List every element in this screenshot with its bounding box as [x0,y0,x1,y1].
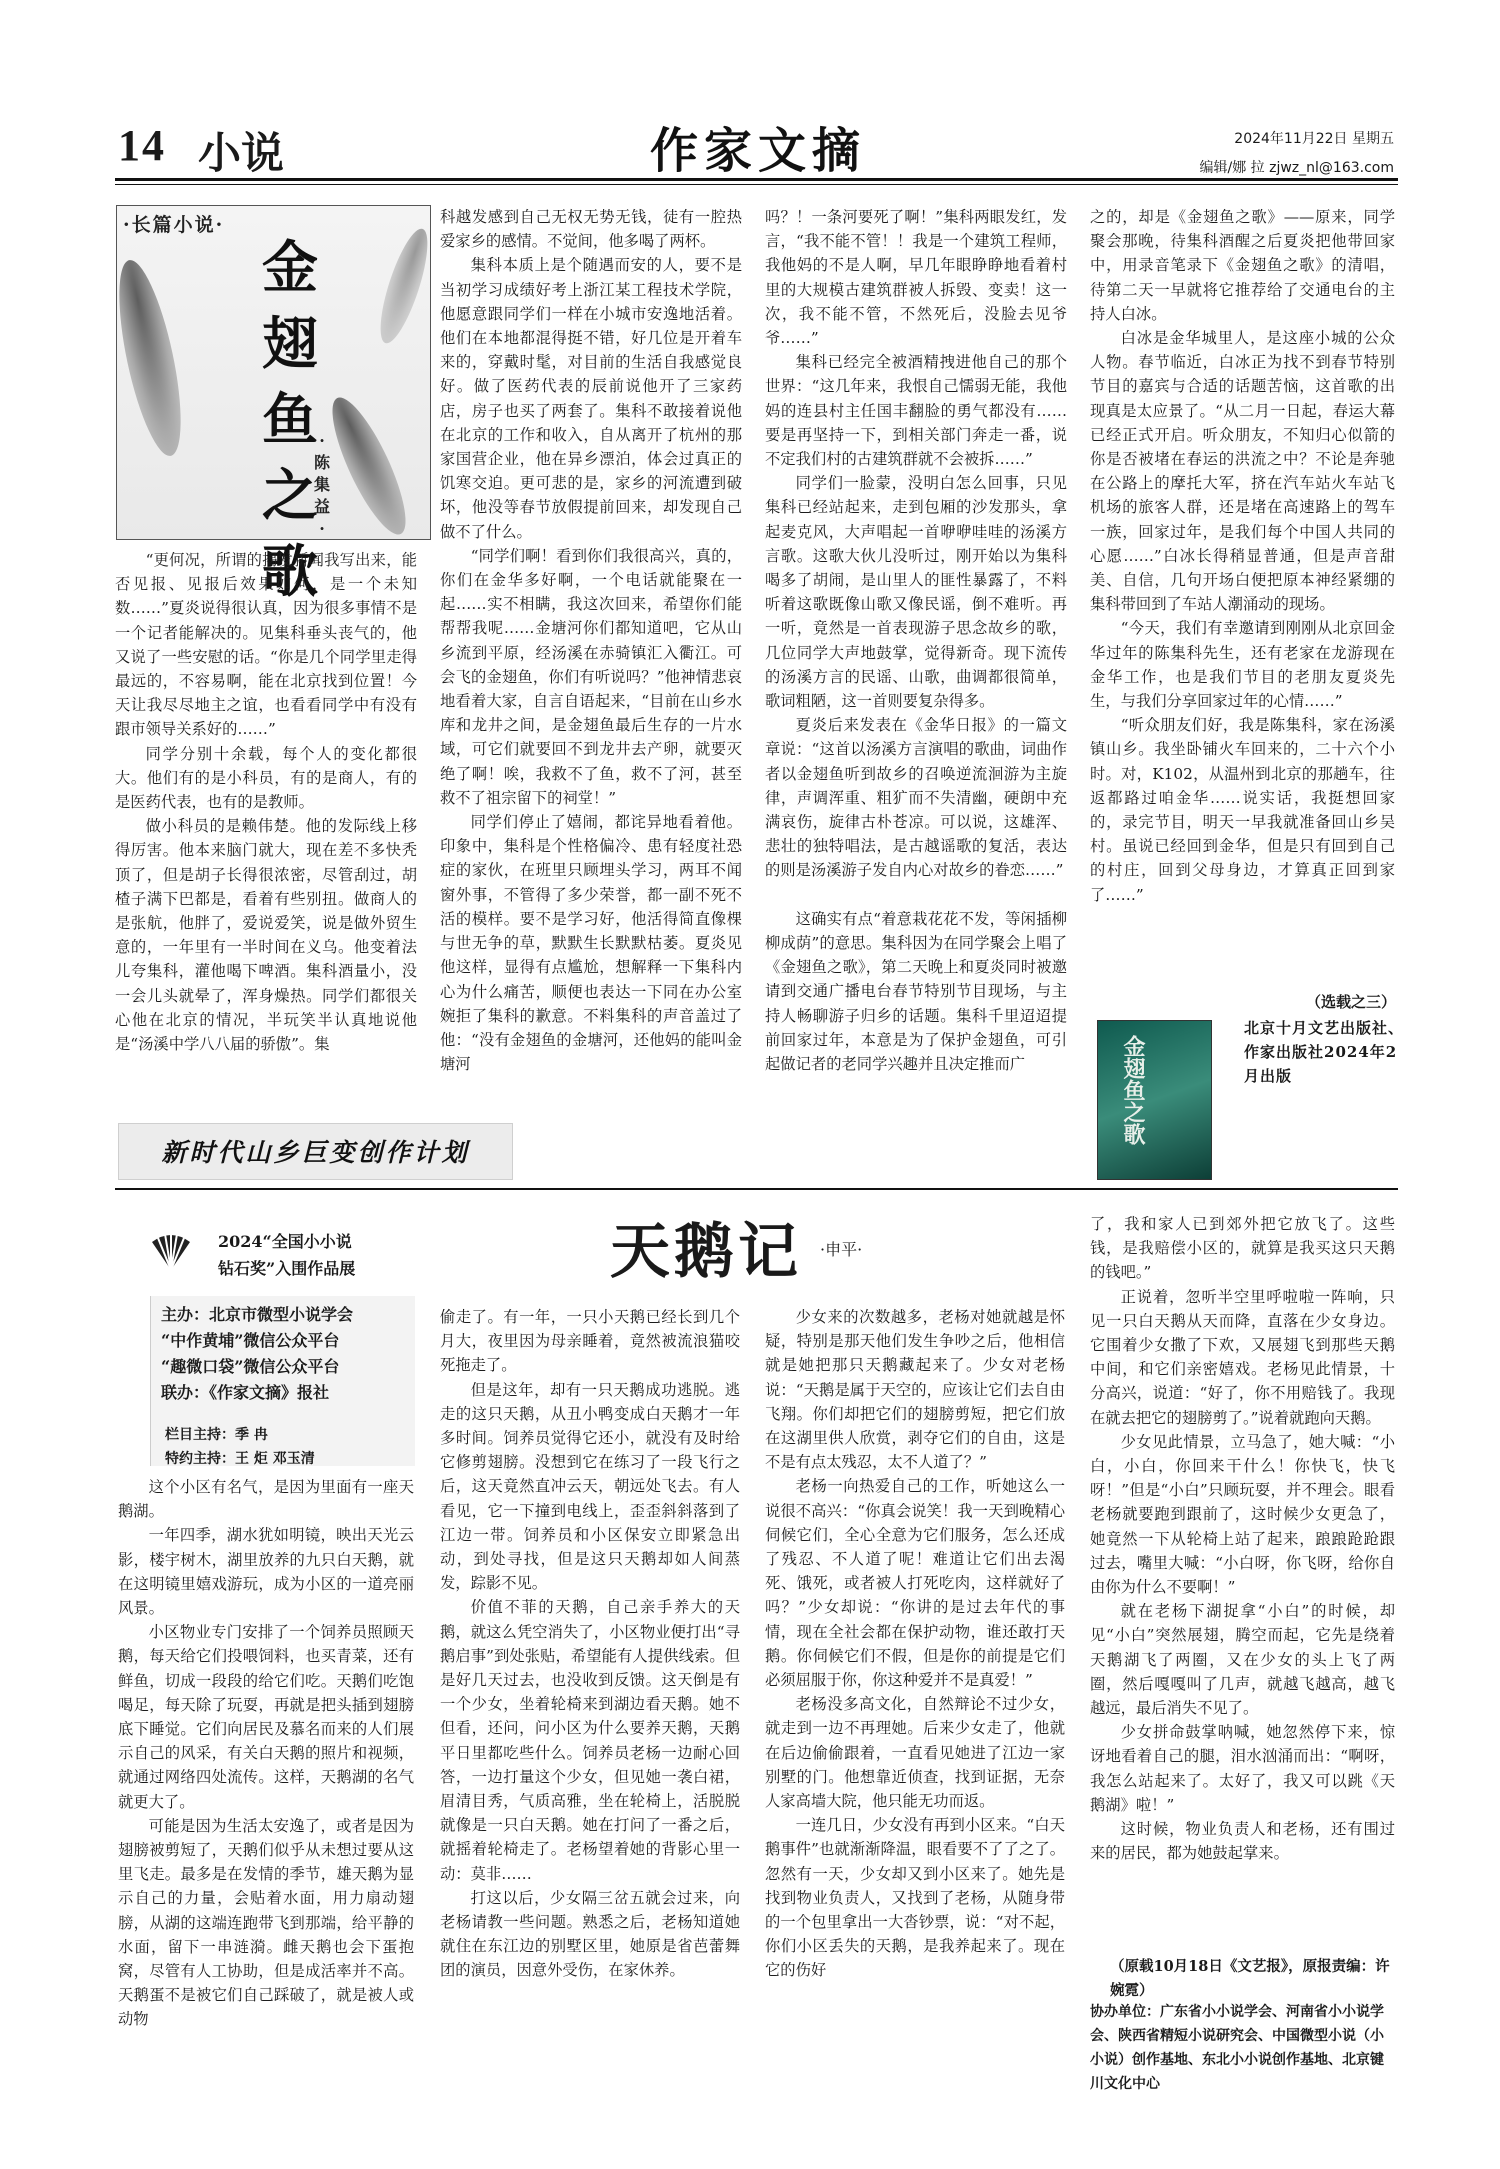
story-title: 天鹅记 [610,1217,802,1287]
paragraph: 但是这年，却有一只天鹅成功逃脱。逃走的这只天鹅，从丑小鸭变成白天鹅才一年多时间。饲养员觉得它还小，就没有及时给它修剪翅膀。没想到它在练习了一段飞行之后，这天竟然直冲云天，朝远处飞去。有人看见，它一下撞到电线上，歪歪斜斜落到了江边一带。饲养员和小区保安立即紧急出动，到处寻找，但是这只天鹅却如人间蒸发，踪影不见。 [440,1380,740,1593]
novel-column-3 [765,205,1067,1185]
page-number: 14 [118,121,166,170]
paragraph: 了，我和家人已到郊外把它放飞了。这些钱，是我赔偿小区的，就算是我买这只天鹅的钱吧。” [1090,1215,1395,1282]
paragraph: 偷走了。有一年，一只小天鹅已经长到几个月大，夜里因为母亲睡着，竟然被流浪猫咬死拖走了。 [440,1308,740,1375]
feature-banner: 新时代山乡巨变创作计划 [118,1123,513,1180]
sponsor-line: 联办：《作家文摘》报社 [161,1383,330,1402]
paragraph: 集科本质上是个随遇而安的人，要不是当初学习成绩好考上浙江某工程技术学院，他愿意跟同学们一样在小城市安逸地活着。他们在本地都混得挺不错，好几位是开着车来的，穿戴时髦，对目前的生活自我感觉良好。做了医药代表的辰前说他开了三家药店，房子也买了两套了。集科不敢接着说他在北京的工作和收入，自从离开了杭州的那家国营企业，他在异乡漂泊，体会过真正的饥寒交迫。更可悲的是，家乡的河流遭到破坏，他没等春节放假提前回来，却发现自己做不了什么。 [440,256,742,541]
editor-contact: 编辑/娜 拉 zjwz_nl@163.com [1199,160,1394,176]
paragraph: 一连几日，少女没有再到小区来。“白天鹅事件”也就渐渐降温，眼看要不了了之了。忽然有一天，少女却又到小区来了。她先是找到物业负责人，又找到了老杨，从随身带的一个包里拿出一大沓钞票，说：“对不起，你们小区丢失的天鹅，是我养起来了。现在它的伤好 [765,1816,1065,1980]
paragraph: 这时候，物业负责人和老杨，还有围过来的居民，都为她鼓起掌来。 [1090,1820,1395,1863]
sponsor-line: “中作黄埔”微信公众平台 [161,1331,340,1350]
paragraph: 同学分别十余载，每个人的变化都很大。他们有的是小科员，有的是商人，有的是医药代表，也有的是教师。 [115,744,417,812]
paragraph: 少女来的次数越多，老杨对她就越是怀疑，特别是那天他们发生争吵之后，他相信就是她把那只天鹅藏起来了。少女对老杨说：“天鹅是属于天空的，应该让它们去自由飞翔。你们却把它们的翅膀剪短，把它们放在这湖里供人欣赏，剥夺它们的自由，这是不是有点太残忍，太不人道了？” [765,1308,1065,1472]
paragraph: 一年四季，湖水犹如明镜，映出天光云影，楼宇树木，湖里放养的九只白天鹅，就在这明镜里嬉戏游玩，成为小区的一道亮丽风景。 [118,1526,414,1618]
paragraph: 夏炎后来发表在《金华日报》的一篇文章说：“这首以汤溪方言演唱的歌曲，词曲作者以金翅鱼听到故乡的召唤逆流洄游为主旋律，声调浑重、粗犷而不失清幽，硬朗中充满哀伤，旋律古朴苍凉。可以说，这雄浑、悲壮的独特唱法，是古越谣歌的复活，表达的则是汤溪游子发自内心对故乡的眷恋……” [765,716,1067,880]
paragraph: 科越发感到自己无权无势无钱，徒有一腔热爱家乡的感情。不觉间，他多喝了两杯。 [440,208,742,251]
paragraph: 同学们停止了嬉闹，都诧异地看着他。印象中，集科是个性格偏冷、患有轻度社恐症的家伙，在班里只顾埋头学习，两耳不闻窗外事，不管得了多少荣誉，都一副不死不活的模样。要不是学习好，他活得简直像棵与世无争的草，默默生长默默枯萎。夏炎见他这样，显得有点尴尬，想解释一下集科内心为什么痛苦，顺便也表达一下同在办公室婉拒了集科的歉意。不料集科的声音盖过了他：“没有金翅鱼的金塘河，还他妈的能叫金塘河 [440,813,742,1074]
sponsor-line: 主办：北京市微型小说学会 [161,1305,354,1324]
paragraph: 做小科员的是赖伟楚。他的发际线上移得厉害。他本来脑门就大，现在差不多快秃顶了，但是胡子长得很浓密，尽管刮过，胡楂子满下巴都是，看着有些别扭。做商人的是张航，他胖了，爱说爱笑，说是做外贸生意的，一年里有一半时间在义乌。他变着法儿夸集科，灌他喝下啤酒。集科酒量小，没一会儿头就晕了，浑身燥热。同学们都很关心他在北京的情况，半玩笑半认真地说他是“汤溪中学八八届的骄傲”。集 [115,817,417,1054]
cooperation-label: 协办单位： [1090,2004,1160,2020]
genre-label: ·长篇小说· [123,214,225,236]
fish-illustration [371,224,431,347]
paragraph: 这个小区有名气，是因为里面有一座天鹅湖。 [118,1478,414,1521]
header-rule [115,178,1398,181]
book-caption: 北京十月文艺出版社、作家出版社2024年2月出版 [1244,1019,1405,1085]
paragraph: “更何况，所谓的揭发新闻我写出来，能否见报、见报后效果如何，是一个未知数……”夏炎说得很认真，因为很多事情不是一个记者能解决的。见集科垂头丧气的，他又说了一些安慰的话。“你是几个同学里走得最远的，不容易啊，能在北京找到位置！今天让我尽尽地主之谊，也看看同学中有没有跟市领导关系好的……” [115,551,417,739]
section-title: 小说 [198,129,284,179]
section-divider [115,1188,1398,1190]
paragraph: 之的，却是《金翅鱼之歌》——原来，同学聚会那晚，待集科酒醒之后夏炎把他带回家中，用录音笔录下《金翅鱼之歌》的清唱，待第二天一早就将它推荐给了交通电台的主持人白冰。 [1090,208,1395,323]
paragraph: 吗？！一条河要死了啊！”集科两眼发红，发言，“我不能不管！！我是一个建筑工程师，我他妈的不是人啊，早几年眼睁睁地看着村里的大规模古建筑群被人拆毁、变卖！这一次，我不能不管，不然死后，没脸去见爷爷……” [765,208,1067,348]
sponsor-line: “趣微口袋”微信公众平台 [161,1357,340,1376]
story-column-2 [440,1305,740,2125]
story-author: ·申平· [820,1240,863,1259]
paragraph: 这确实有点“着意栽花花不发，等闲插柳柳成荫”的意思。集科因为在同学聚会上唱了《金翅鱼之歌》，第二天晚上和夏炎同时被邀请到交通广播电台春节特别节目现场，与主持人畅聊游子归乡的话题。集科千里迢迢提前回家过年，本意是为了保护金翅鱼，可引起做记者的老同学兴趣并且决定推而广 [765,909,1067,1073]
award-title-line: 钻石奖”入围作品展 [218,1259,356,1278]
novel-title: 金翅鱼之歌 [262,235,318,605]
award-title-line: 2024“全国小小说 [218,1232,352,1251]
paragraph: 打这以后，少女隔三岔五就会过来，向老杨请教一些问题。熟悉之后，老杨知道她就住在东江边的别墅区里，她原是省芭蕾舞团的演员，因意外受伤，在家休养。 [440,1888,740,1980]
paragraph: 可能是因为生活太安逸了，或者是因为翅膀被剪短了，天鹅们似乎从未想过要从这里飞走。最多是在发情的季节，雄天鹅为显示自己的力量，会贴着水面，用力扇动翅膀，从湖的这端连跑带飞到那端，给平静的水面，留下一串涟漪。雌天鹅也会下蛋抱窝，尽管有人工协助，但是成活率并不高。天鹅蛋不是被它们自己踩破了，就是被人或动物 [118,1816,414,2029]
host-line: 特约主持：王 炬 邓玉清 [165,1451,315,1467]
fish-illustration [319,390,419,540]
cooperation-text: 广东省小小说学会、河南省小小说学会、陕西省精短小说研究会、中国微型小说（小小说）创作基地、东北小小说创作基地、北京键川文化中心 [1090,2004,1384,2092]
source-note: （原载10月18日《文艺报》，原报责编：许婉霓） [1110,1958,1390,1999]
masthead-logo: 作家文摘 [650,123,867,179]
column-host [165,1423,315,1471]
paragraph: 少女拼命鼓掌呐喊，她忽然停下来，惊讶地看着自己的腿，泪水汹涌而出：“啊呀，我怎么站起来了。太好了，我又可以跳《天鹅湖》啦！” [1090,1723,1395,1814]
paragraph: 白冰是金华城里人，是这座小城的公众人物。春节临近，白冰正为找不到春节特别节目的嘉宾与合适的话题苦恼，这首歌的出现真是太应景了。“从二月一日起，春运大幕已经正式开启。听众朋友，不知归心似箭的你是否被堵在春运的洪流之中？不论是奔驰在公路上的摩托大军，挤在汽车站火车站飞机场的旅客人群，还是堵在高速路上的驾车一族，回家过年，是我们每个中国人共同的心愿……”白冰长得稍显普通，但是声音甜美、自信，几句开场白便把原本神经紧绷的集科带回到了车站人潮涌动的现场。 [1090,329,1395,614]
paragraph: 集科已经完全被酒精拽进他自己的那个世界：“这几年来，我恨自己懦弱无能，我他妈的连县村主任国丰翻脸的勇气都没有……要是再坚持一下，到相关部门奔走一番，说不定我们村的古建筑群就不会被拆……” [765,353,1067,469]
header-rule-thin [115,184,1398,185]
paragraph: 老杨一向热爱自己的工作，听她这么一说很不高兴：“你真会说笑！我一天到晚精心伺候它们，全心全意为它们服务，怎么还成了残忍、不人道了呢！难道让它们出去渴死、饿死，或者被人打死吃肉，这样就好了吗？”少女却说：“你讲的是过去年代的事情，现在全社会都在保护动物，谁还敢打天鹅。你伺候它们不假，但是你的前提是它们必须屈服于你，你这种爱并不是真爱！” [765,1477,1065,1690]
novel-author: ·陈集益· [313,431,330,538]
paragraph: 少女见此情景，立马急了，她大喊：“小白，小白，你回来干什么！你快飞，快飞呀！”但是“小白”只顾玩耍，并不理会。眼看老杨就要跑到跟前了，这时候少女更急了，她竟然一下从轮椅上站了起来，踉踉跄跄跟过去，嘴里大喊：“小白呀，你飞呀，给你自由你为什么不要啊！” [1090,1432,1395,1597]
paragraph: 就在老杨下湖捉拿“小白”的时候，却见“小白”突然展翅，腾空而起，它先是绕着天鹅湖飞了两圈，又在少女的头上飞了两圈，然后嘎嘎叫了几声，就越飞越高，越飞越远，最后消失不见了。 [1090,1602,1395,1718]
paragraph: 正说着，忽听半空里呼啦啦一阵响，只见一只白天鹅从天而降，直落在少女身边。它围着少女撒了下欢，又展翅飞到那些天鹅中间，和它们亲密嬉戏。老杨见此情景，十分高兴，说道：“好了，你不用赔钱了。我现在就去把它的翅膀剪了。”说着就跑向天鹅。 [1090,1287,1395,1427]
paragraph: “今天，我们有幸邀请到刚刚从北京回金华过年的陈集科先生，还有老家在龙游现在金华工作，也是我们节目的老朋友夏炎先生，与我们分享回家过年的心情……” [1090,619,1395,711]
host-line: 栏目主持：季 冉 [165,1427,268,1443]
novel-column-4 [1090,205,1395,985]
paragraph: “同学们啊！看到你们我很高兴，真的，你们在金华多好啊，一个电话就能聚在一起……实不相瞒，我这次回来，希望你们能帮帮我呢……金塘河你们都知道吧，它从山乡流到平原，经汤溪在赤骑镇汇入衢江。可会飞的金翅鱼，你们有听说吗？”他神情悲哀地看着大家，自言自语起来，“目前在山乡水库和龙井之间，是金翅鱼最后生存的一片水域，可它们就要回不到龙井去产卵，就要灭绝了啊！唉，我救不了鱼，救不了河，甚至救不了祖宗留下的祠堂！” [440,546,742,807]
cooperation-units [1090,2000,1395,2096]
story-column-3 [765,1305,1065,2125]
award-title [218,1228,355,1282]
paragraph: 老杨没多高文化，自然辩论不过少女，就走到一边不再理她。后来少女走了，他就在后边偷偷跟着，一直看见她进了江边一家别墅的门。他想靠近侦查，找到证据，无奈人家高墙大院，他只能无功而返。 [765,1695,1065,1811]
story-column-4 [1090,1212,1395,1952]
novel-column-1 [115,548,417,1120]
novel-column-2 [440,205,742,1185]
book-cover-title: 金翅鱼之歌 [1120,1035,1146,1145]
story-column-1 [118,1475,414,2125]
book-cover-image [1097,1020,1212,1180]
paragraph: 同学们一脸蒙，没明白怎么回事，只见集科已经站起来，走到包厢的沙发那头，拿起麦克风，大声唱起一首咿咿哇哇的汤溪方言歌。这歌大伙儿没听过，刚开始以为集科喝多了胡闹，是山里人的匪性暴露了，不料听着这歌既像山歌又像民谣，倒不难听。再一听，竟然是一首表现游子思念故乡的歌，几位同学大声地鼓掌，觉得新奇。现下流传的汤溪方言的民谣、山歌，曲调都很简单，歌词粗陋，这一首则要复杂得多。 [765,474,1067,711]
award-fan-icon [148,1226,194,1272]
paragraph: 小区物业专门安排了一个饲养员照顾天鹅，每天给它们投喂饲料，也买青菜，还有鲜鱼，切成一段段的给它们吃。天鹅们吃饱喝足，每天除了玩耍，再就是把头插到翅膀底下睡觉。它们向居民及慕名而来的人们展示自己的风采，有关白天鹅的照片和视频，就通过网络四处流传。这样，天鹅湖的名气就更大了。 [118,1623,414,1811]
paragraph: 价值不菲的天鹅，自己亲手养大的天鹅，就这么凭空消失了，小区物业便打出“寻鹅启事”到处张贴，希望能有人提供线索。但是好几天过去，也没收到反馈。这天倒是有一个少女，坐着轮椅来到湖边看天鹅。她不但看，还问，问小区为什么要养天鹅，天鹅平日里都吃些什么。饲养员老杨一边耐心回答，一边打量这个少女，但见她一袭白裙，眉清目秀，气质高雅，坐在轮椅上，活脱脱就像是一只白天鹅。她在打问了一番之后，就摇着轮椅走了。老杨望着她的背影心里一动：莫非…… [440,1598,740,1883]
excerpt-note: （选载之三） [1306,993,1397,1011]
fish-illustration [116,255,193,460]
paragraph: “听众朋友们好，我是陈集科，家在汤溪镇山乡。我坐卧铺火车回来的，二十六个小时。对，K102，从温州到北京的那趟车，往返都路过咱金华……说实话，我挺想回家的，录完节目，明天一早我就准备回山乡吴村。虽说已经回到金华，但是只有回到自己的村庄，回到父母身边，才算真正回到家了……” [1090,716,1395,904]
issue-date: 2024年11月22日 星期五 [1234,131,1394,147]
